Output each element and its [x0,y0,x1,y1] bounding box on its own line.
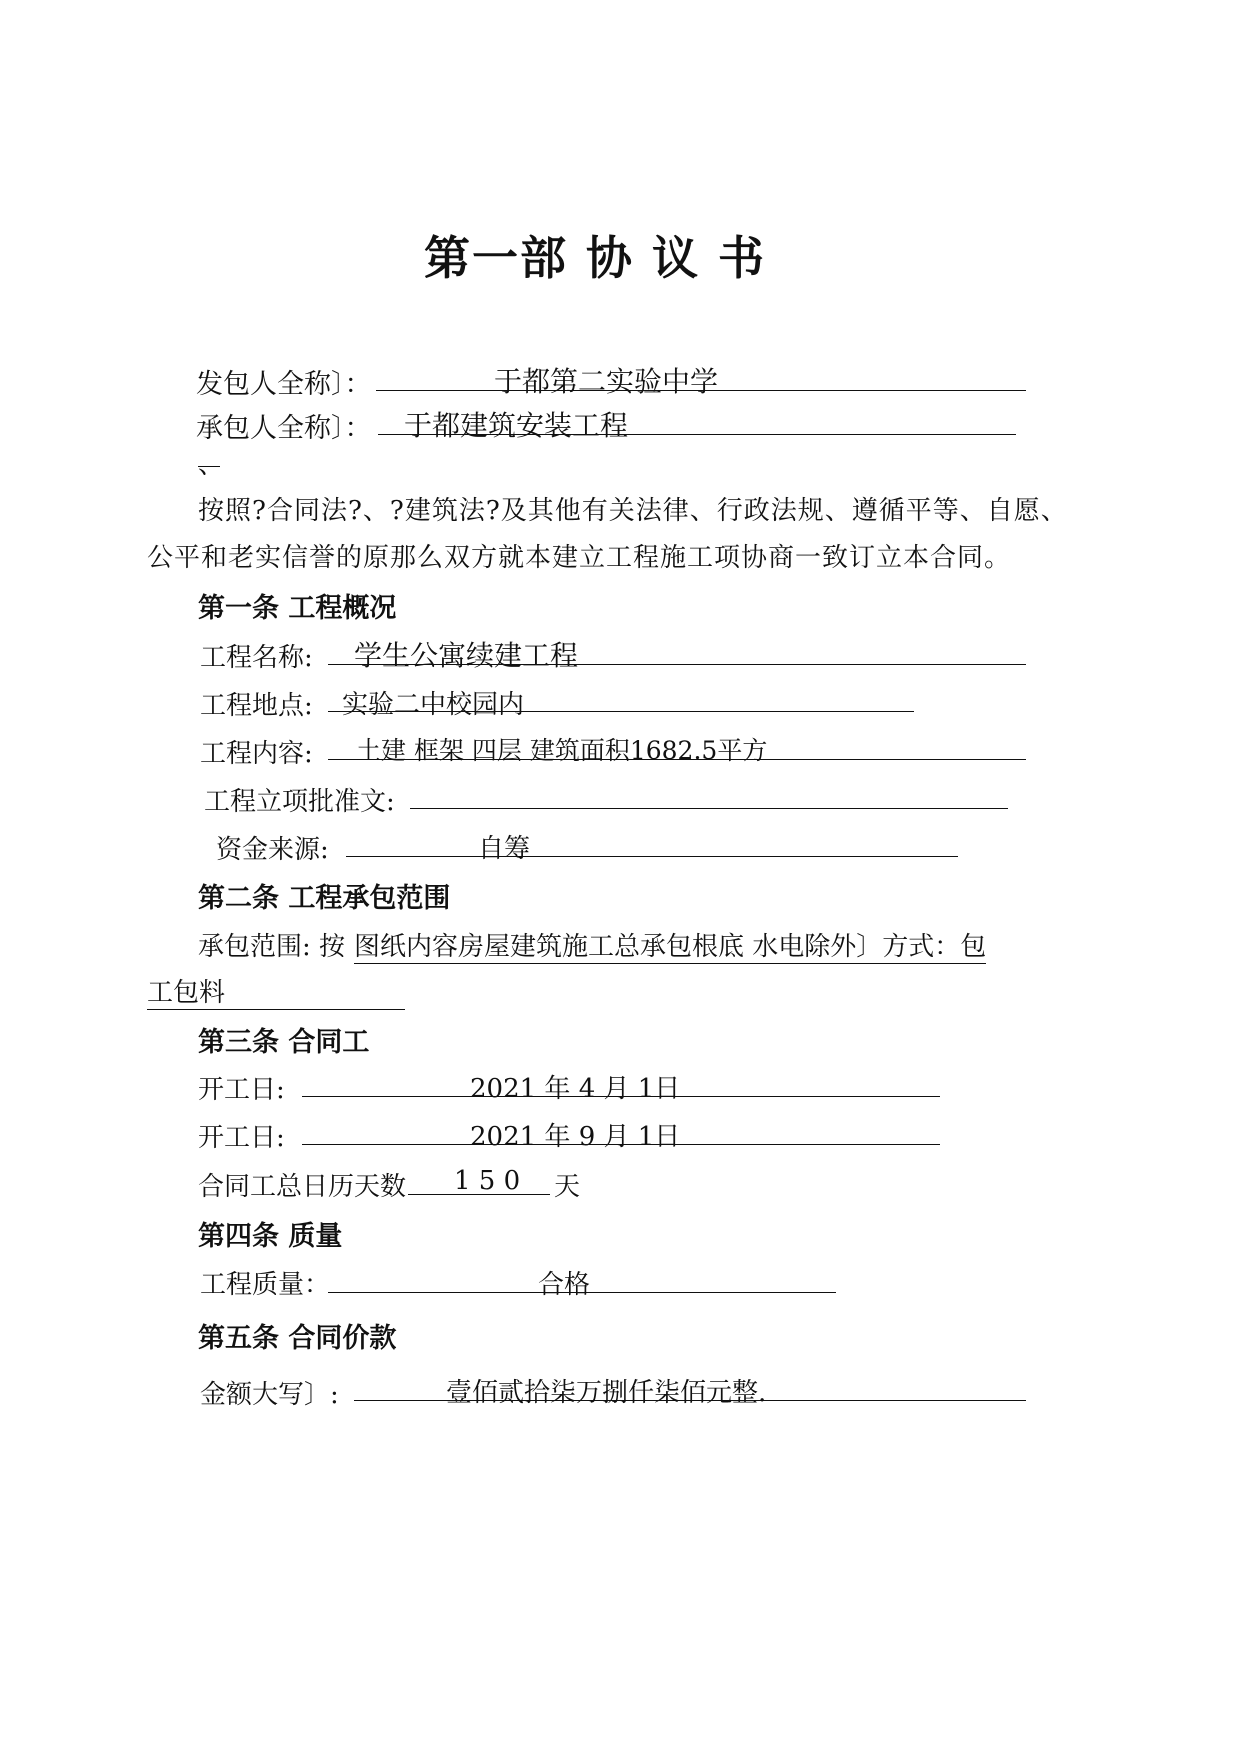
scope-value-cont: 工包料 [147,972,405,1010]
project-content-value: 土建 框架 四层 建筑面积1682.5平方 [356,736,768,765]
article-3-heading: 第三条 合同工 [198,1027,370,1058]
article-2-heading: 第二条 工程承包范围 [198,883,451,914]
total-days-value: 1 5 0 [454,1166,521,1196]
start-date-value: 2021 年 4 月 1日 [470,1074,681,1104]
preamble-line-1: 按照?合同法?、?建筑法?及其他有关法律、行政法规、遵循平等、自愿、 [198,496,1068,526]
quality-label: 工程质量： [200,1270,331,1300]
employer-value: 于都第二实验中学 [494,365,719,398]
article-4-heading: 第四条 质量 [198,1221,343,1252]
end-date-value: 2021 年 9 月 1日 [470,1122,681,1152]
employer-label: 发包人全称〕： [196,369,372,400]
scope-label: 承包范围: 按 [198,932,346,962]
approval-label: 工程立项批准文: [204,787,395,817]
scope-value: 图纸内容房屋建筑施工总承包根底 水电除外〕方式：包 [354,926,986,964]
document-title: 第一部 协 议 书 [423,231,767,285]
project-content-label: 工程内容: [200,739,313,769]
project-site-value: 实验二中校园内 [342,690,525,720]
contractor-value: 于都建筑安装工程 [404,409,629,442]
article-1-heading: 第一条 工程概况 [198,593,397,624]
end-date-label: 开工日: [198,1123,285,1153]
stray-mark: 、 [198,444,220,467]
start-date-label: 开工日: [198,1075,285,1105]
funding-value: 自筹 [478,834,531,864]
total-days-label: 合同工总日历天数 [198,1172,407,1202]
quality-value: 合格 [538,1270,591,1300]
total-days-unit: 天 [554,1172,581,1202]
amount-label: 金额大写〕: [200,1380,339,1410]
preamble-line-2: 公平和老实信誉的原那么双方就本建立工程施工项协商一致订立本合同。 [147,543,1012,573]
funding-label: 资金来源: [216,835,329,865]
funding-line [346,822,958,857]
article-5-heading: 第五条 合同价款 [198,1323,397,1354]
contractor-label: 承包人全称〕： [196,413,372,444]
project-name-value: 学生公寓续建工程 [354,639,579,672]
project-name-label: 工程名称: [200,643,313,673]
approval-line [410,774,1008,809]
amount-value: 壹佰贰拾柒万捌仟柒佰元整. [446,1378,767,1408]
project-site-label: 工程地点: [200,691,313,721]
